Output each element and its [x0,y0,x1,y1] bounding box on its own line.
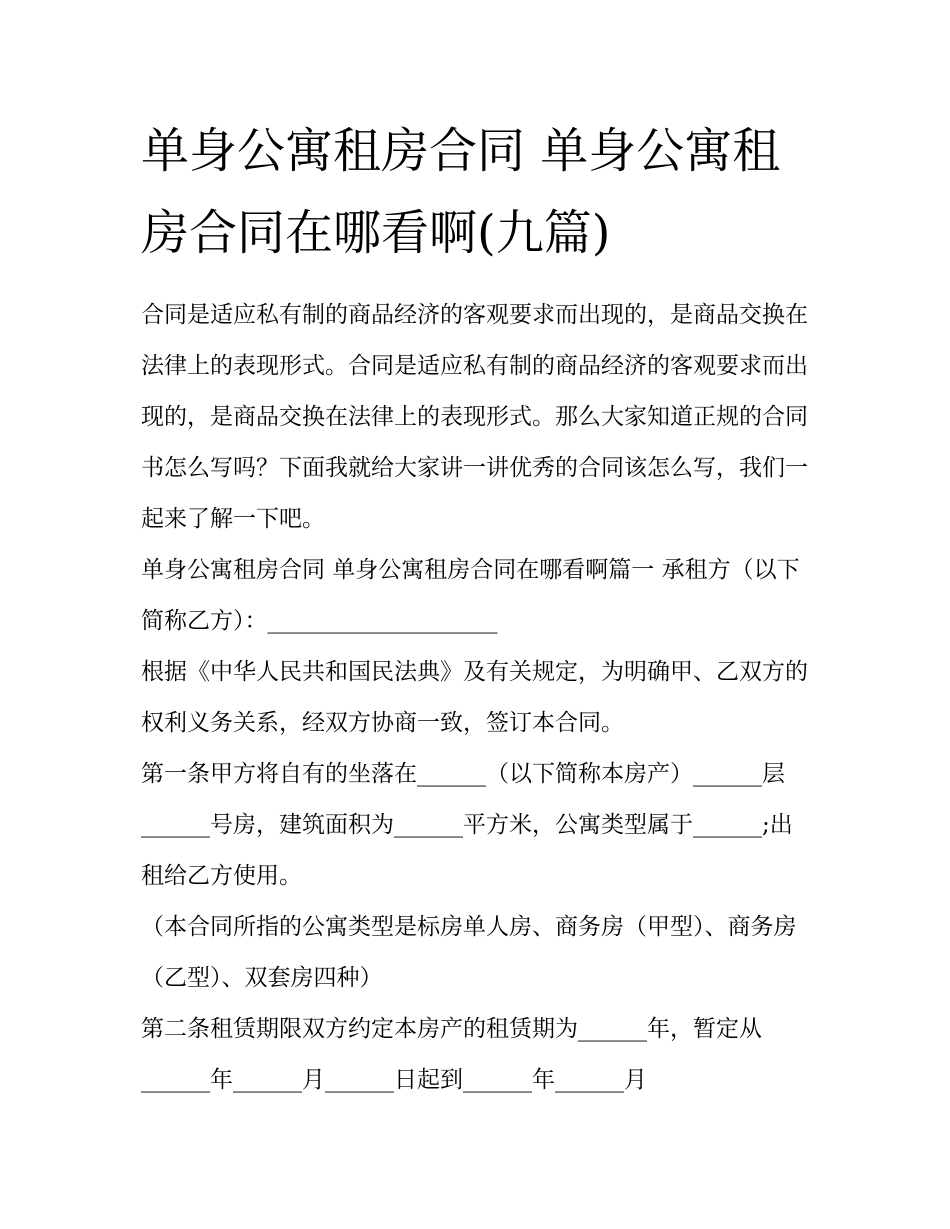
paragraph-apartment-types: （本合同所指的公寓类型是标房单人房、商务房（甲型）、商务房（乙型）、双套房四种） [141,914,797,991]
paragraph-section-heading: 单身公寓租房合同 单身公寓租房合同在哪看啊篇一 承租方（以下简称乙方）：____________________ [141,557,800,634]
paragraph-basis: 根据《中华人民共和国民法典》及有关规定，为明确甲、乙双方的权利义务关系，经双方协商一致，签订本合同。 [141,659,808,736]
document-title: 单身公寓租房合同 单身公寓租房合同在哪看啊(九篇) [141,123,781,261]
paragraph-intro: 合同是适应私有制的商品经济的客观要求而出现的，是商品交换在法律上的表现形式。合同是适应私有制的商品经济的客观要求而出现的，是商品交换在法律上的表现形式。那么大家知道正规的合同书怎么写吗？下面我就给大家讲一讲优秀的合同该怎么写，我们一起来了解一下吧。 [141,302,808,532]
paragraph-article-2: 第二条租赁期限双方约定本房产的租赁期为______年，暂定从______年______月______日起到______年______月 [141,1016,762,1093]
paragraph-article-1: 第一条甲方将自有的坐落在______（以下简称本房产）______层______号房，建筑面积为______平方米，公寓类型属于______;出租给乙方使用。 [141,761,793,889]
